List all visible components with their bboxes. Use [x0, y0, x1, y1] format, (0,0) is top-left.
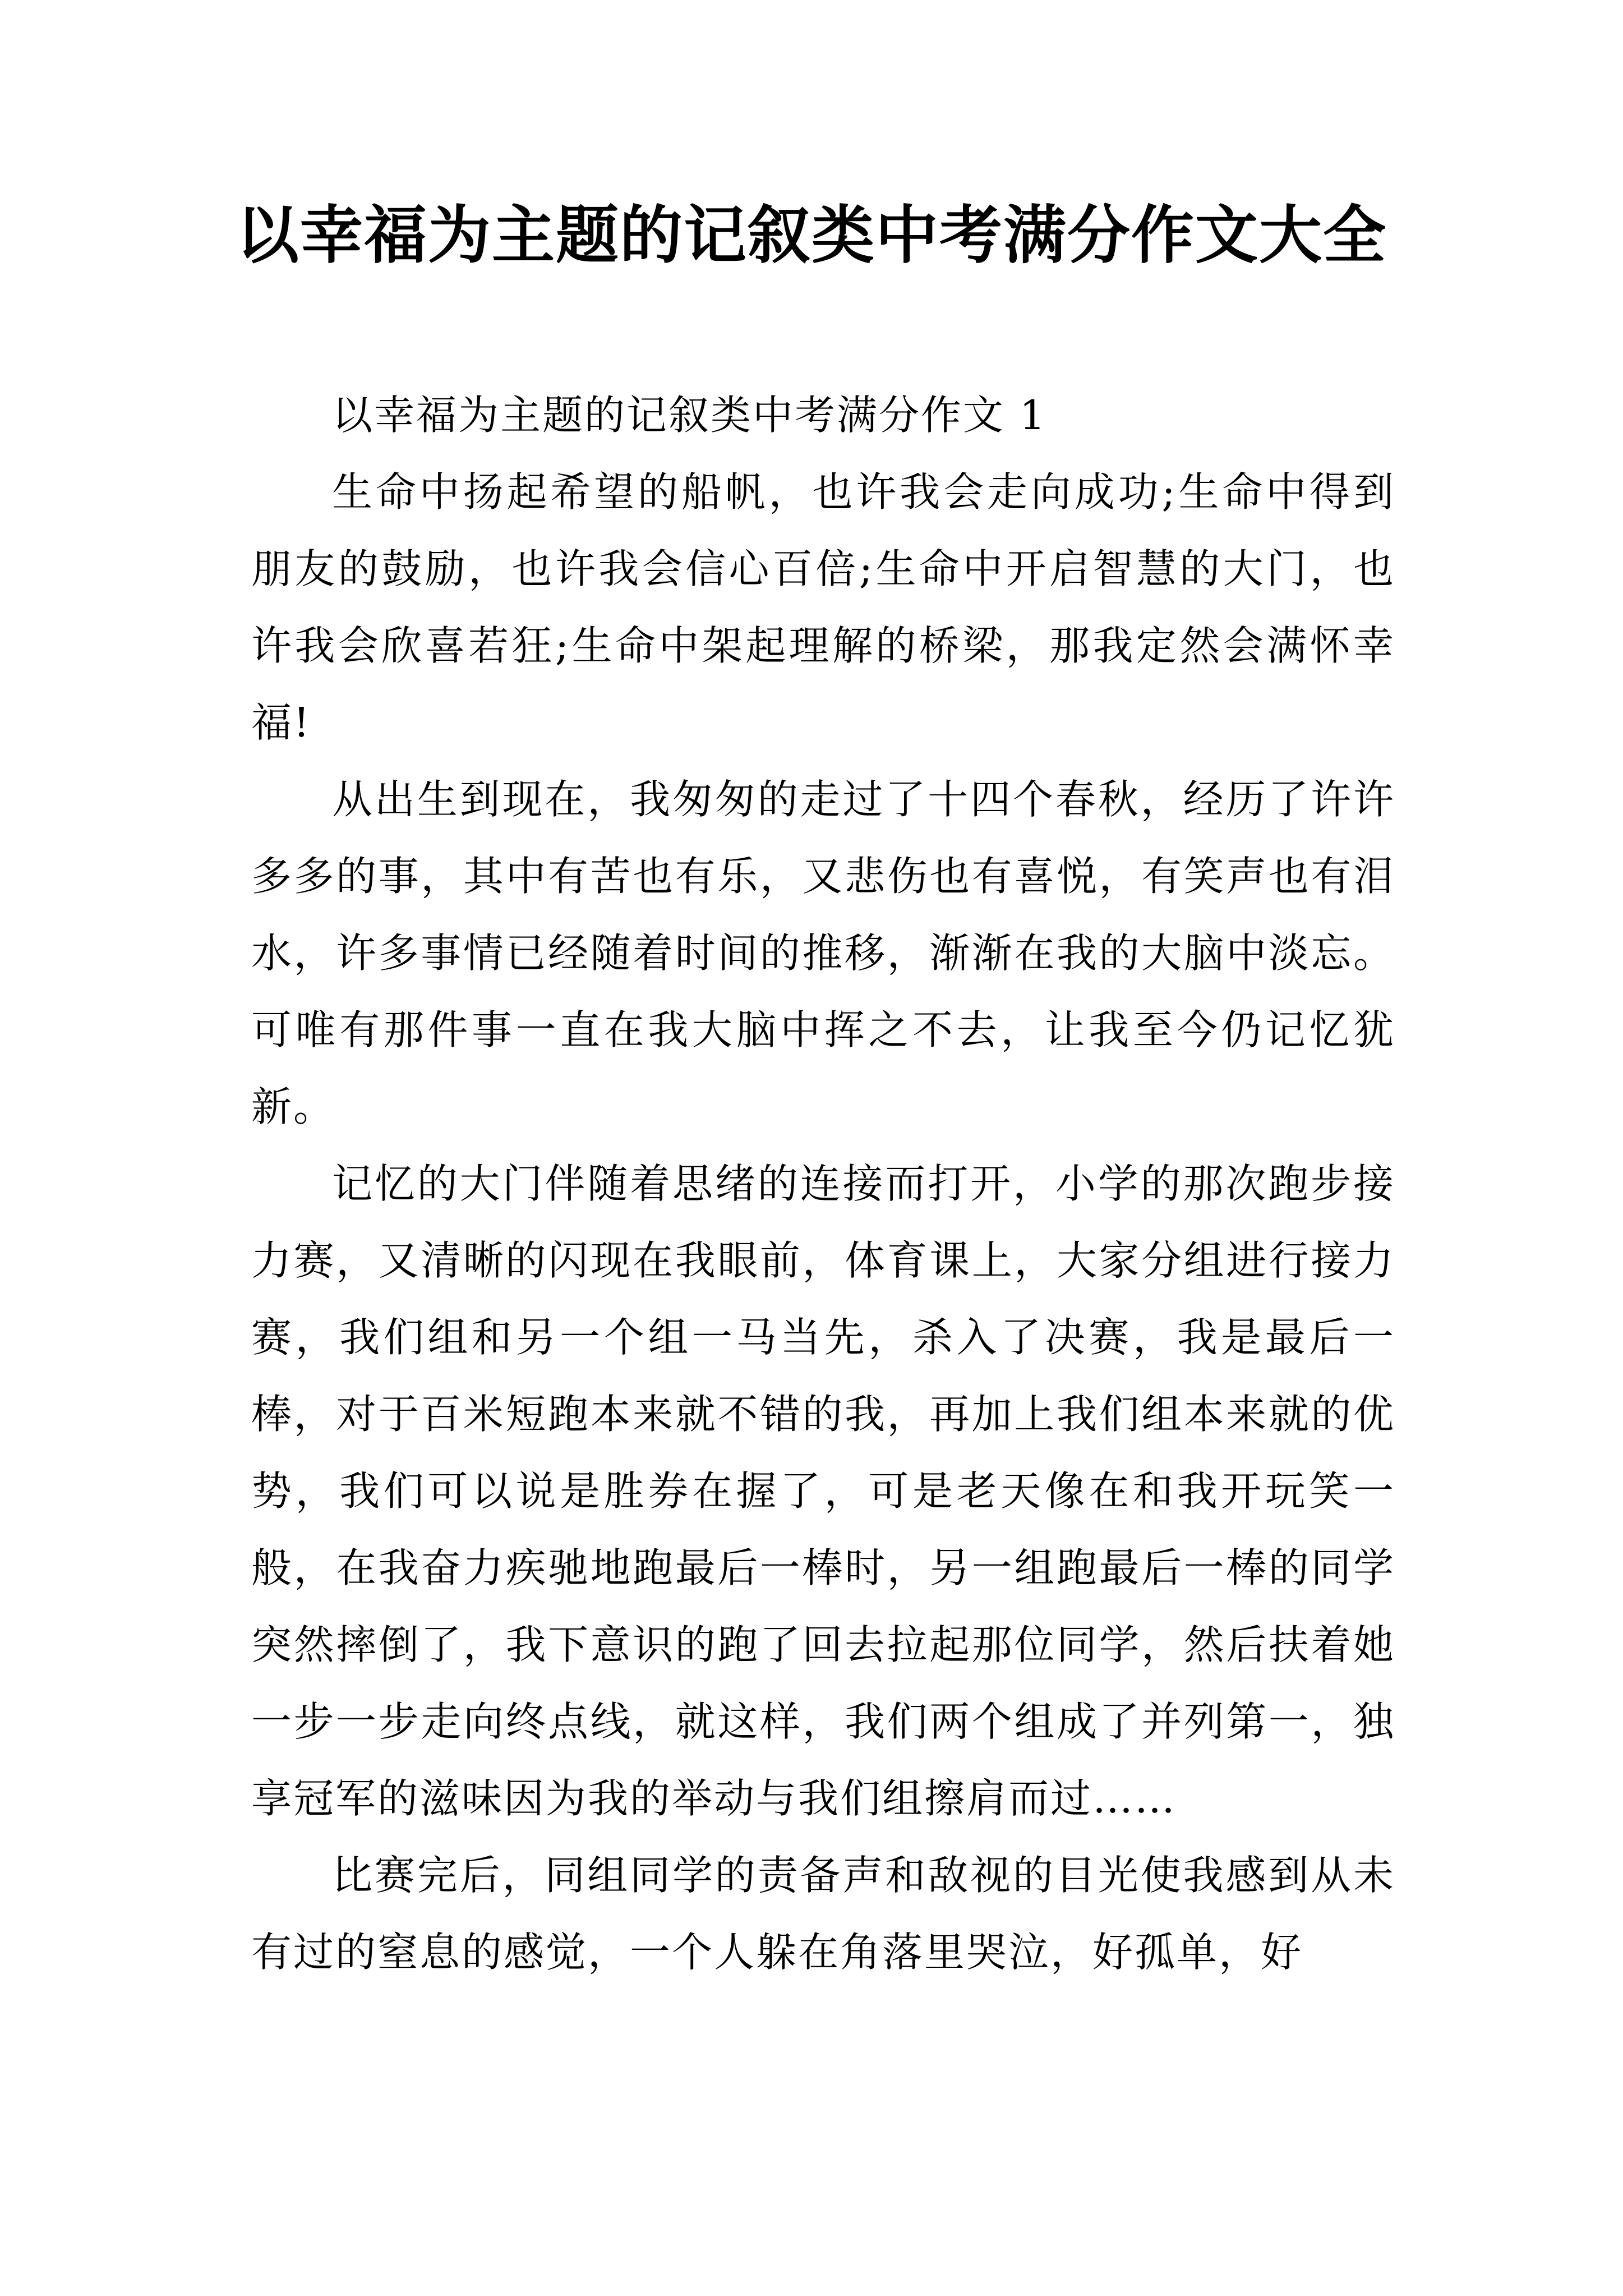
document-body [251, 377, 1395, 1991]
paragraph: 记忆的大门伴随着思绪的连接而打开，小学的那次跑步接力赛，又清晰的闪现在我眼前，体育课上，大家分组进行接力赛，我们组和另一个组一马当先，杀入了决赛，我是最后一棒，对于百米短跑本来就不错的我，再加上我们组本来就的优势，我们可以说是胜券在握了，可是老天像在和我开玩笑一般，在我奋力疾驰地跑最后一棒时，另一组跑最后一棒的同学突然摔倒了，我下意识的跑了回去拉起那位同学，然后扶着她一步一步走向终点线，就这样，我们两个组成了并列第一，独享冠军的滋味因为我的举动与我们组擦肩而过…… [251, 1160, 1395, 1822]
document-title: 以幸福为主题的记叙类中考满分作文大全 [236, 199, 1387, 272]
paragraph: 比赛完后，同组同学的责备声和敌视的目光使我感到从未有过的窒息的感觉，一个人躲在角落里哭泣，好孤单，好 [251, 1852, 1395, 1976]
paragraph: 从出生到现在，我匆匆的走过了十四个春秋，经历了许许多多的事，其中有苦也有乐，又悲伤也有喜悦，有笑声也有泪水，许多事情已经随着时间的推移，渐渐在我的大脑中淡忘。可唯有那件事一直在我大脑中挥之不去，让我至今仍记忆犹新。 [251, 776, 1395, 1130]
paragraph: 生命中扬起希望的船帆，也许我会走向成功;生命中得到朋友的鼓励，也许我会信心百倍;生命中开启智慧的大门，也许我会欣喜若狂;生命中架起理解的桥梁，那我定然会满怀幸福! [251, 468, 1395, 746]
essay-subheading: 以幸福为主题的记叙类中考满分作文 1 [332, 392, 1047, 439]
